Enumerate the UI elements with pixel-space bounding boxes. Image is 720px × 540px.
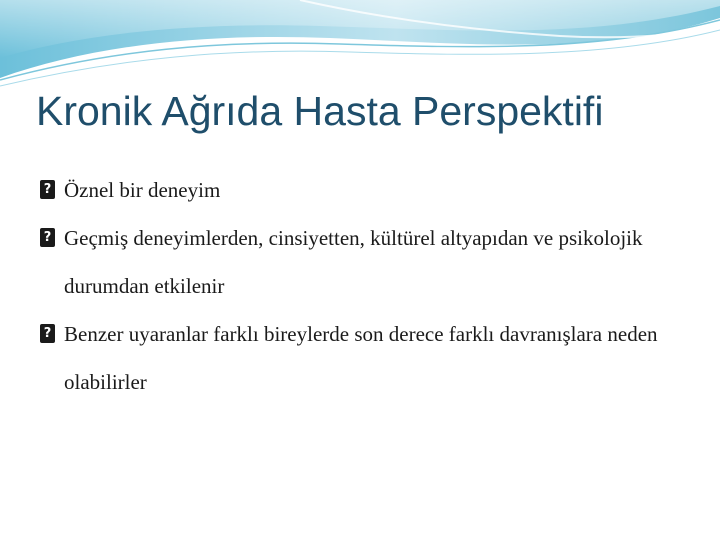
slide-title: Kronik Ağrıda Hasta Perspektifi: [36, 88, 604, 134]
missing-glyph-icon: [40, 180, 55, 199]
missing-glyph-icon: [40, 324, 55, 343]
bullet-text: Benzer uyaranlar farklı bireylerde son derece farklı davranışlara neden olabilirler: [64, 322, 658, 394]
bullet-item: [40, 310, 700, 406]
bullet-text: Geçmiş deneyimlerden, cinsiyetten, kültürel altyapıdan ve psikolojik durumdan etkilenir: [64, 226, 643, 298]
bullet-text: Öznel bir deneyim: [64, 178, 221, 202]
missing-glyph-icon: [40, 228, 55, 247]
bullet-item: [40, 166, 700, 214]
bullet-list: [40, 166, 700, 406]
bullet-item: [40, 214, 700, 310]
